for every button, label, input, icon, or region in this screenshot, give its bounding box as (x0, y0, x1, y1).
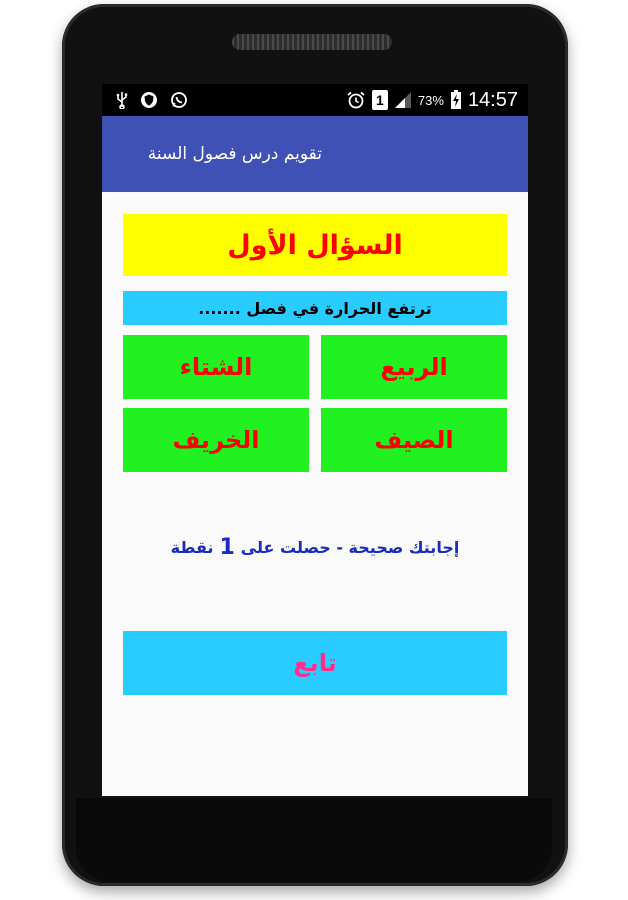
whatsapp-icon (170, 91, 188, 109)
alarm-icon (346, 91, 366, 109)
app-title: تقويم درس فصول السنة (147, 144, 322, 164)
status-bar (102, 84, 528, 116)
answer-button-summer[interactable]: الصيف (321, 408, 507, 472)
answer-button-spring[interactable]: الربيع (321, 335, 507, 399)
clock-time: 14:57 (467, 88, 518, 111)
signal-icon (394, 91, 412, 109)
result-points: 1 (219, 534, 235, 560)
question-title: السؤال الأول (123, 214, 507, 276)
usb-icon (116, 91, 128, 109)
sim-icon: 1 (372, 90, 388, 110)
question-text: ترتفع الحرارة في فصل ....... (123, 291, 507, 325)
quiz-content (102, 192, 528, 796)
battery-charging-icon (450, 90, 462, 110)
phone-screen (102, 84, 528, 796)
battery-percent: 73% (417, 92, 444, 108)
phone-speaker-grille (232, 34, 392, 50)
result-message (102, 532, 528, 562)
result-prefix: إجابتك صحيحة - حصلت على (240, 537, 460, 557)
answer-button-autumn[interactable]: الخريف (123, 408, 309, 472)
vpn-shield-icon (140, 91, 158, 109)
app-bar (102, 116, 528, 192)
next-button[interactable]: تابع (123, 631, 507, 695)
phone-bottom-bezel (76, 798, 552, 882)
answer-button-winter[interactable]: الشتاء (123, 335, 309, 399)
result-suffix: نقطة (170, 537, 214, 557)
